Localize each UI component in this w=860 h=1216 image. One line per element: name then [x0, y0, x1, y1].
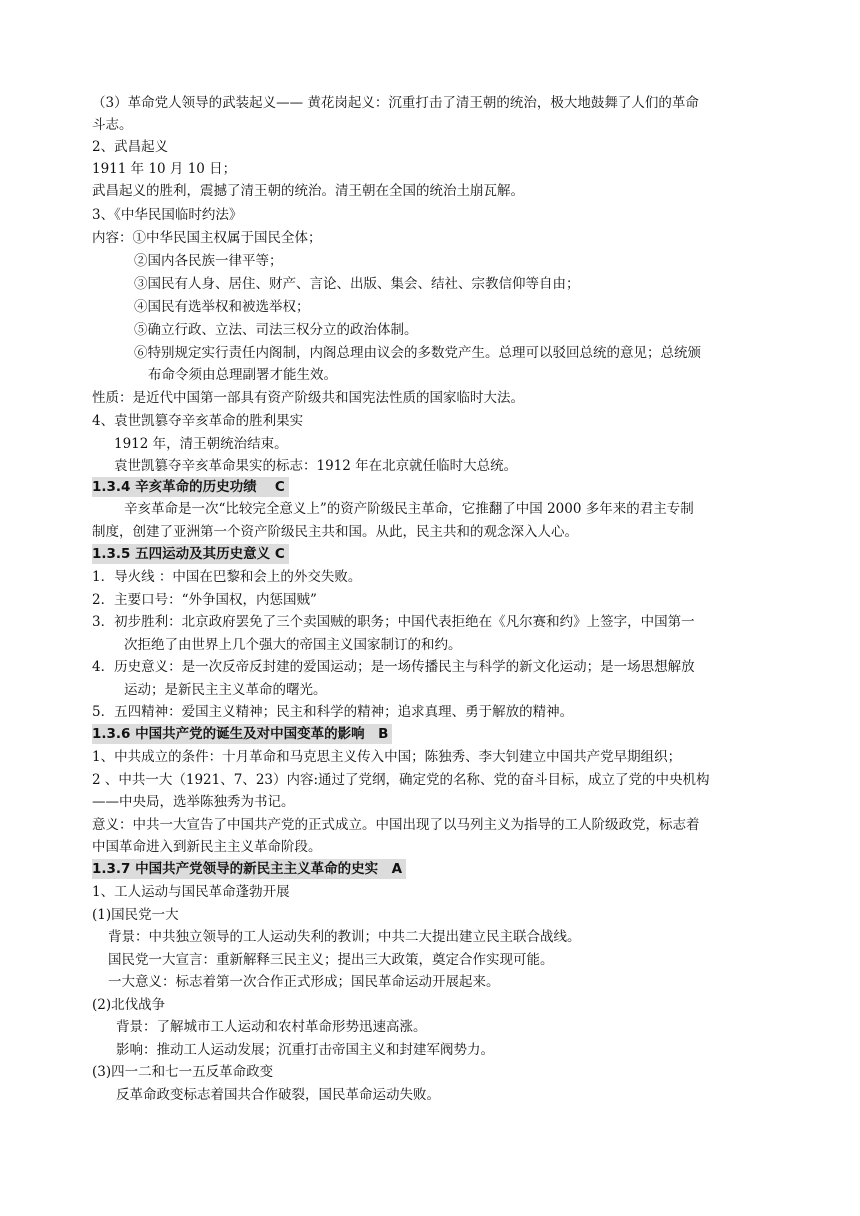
text-line: （3）革命党人领导的武装起义—— 黄花岗起义：沉重打击了清王朝的统治，极大地鼓舞了人们的革命	[92, 95, 699, 111]
list-item: 1．导火线 ：中国在巴黎和会上的外交失败。	[92, 569, 362, 585]
section-heading-highlighted: 1.3.4 辛亥革命的历史功绩 C	[92, 477, 289, 497]
text-line: 国民党一大宣言：重新解释三民主义；提出三大政策，奠定合作实现可能。	[108, 952, 554, 968]
text-line: ——中央局，选举陈独秀为书记。	[92, 794, 295, 810]
list-item: 3．初步胜利：北京政府罢免了三个卖国贼的职务；中国代表拒绝在《凡尔赛和约》上签字，中国第一	[92, 614, 695, 630]
text-line: 中国革命进入到新民主主义革命阶段。	[92, 839, 322, 855]
section-heading: 2、武昌起义	[92, 139, 169, 155]
text-line: 意义：中共一大宣告了中国共产党的正式成立。中国出现了以马列主义为指导的工人阶级政党，标志着	[92, 817, 700, 833]
text-line: 武昌起义的胜利，震撼了清王朝的统治。清王朝在全国的统治土崩瓦解。	[92, 183, 524, 199]
text-line: 反革命政变标志着国共合作破裂，国民革命运动失败。	[116, 1087, 440, 1103]
section-heading: 4、袁世凯篡夺辛亥革命的胜利果实	[92, 413, 304, 429]
section-heading: 1、工人运动与国民革命蓬勃开展	[92, 884, 290, 900]
text-line: 一大意义：标志着第一次合作正式形成；国民革命运动开展起来。	[108, 974, 500, 990]
section-heading-highlighted: 1.3.7 中国共产党领导的新民主主义革命的史实 A	[92, 859, 406, 879]
sub-heading: (2)北伐战争	[92, 997, 166, 1013]
list-item: ④国民有选举权和被选举权；	[134, 299, 310, 315]
sub-heading: (3)四一二和七一五反革命政变	[92, 1064, 274, 1080]
text-line: 影响：推动工人运动发展；沉重打击帝国主义和封建军阀势力。	[116, 1042, 494, 1058]
text-line: 辛亥革命是一次“比较完全意义上”的资产阶级民主革命，它推翻了中国 2000 多年来的君主专制	[124, 501, 694, 517]
list-item: ③国民有人身、居住、财产、言论、出版、集会、结社、宗教信仰等自由；	[134, 276, 580, 292]
text-line: 1、中共成立的条件：十月革命和马克思主义传入中国；陈独秀、李大钊建立中国共产党早期组织；	[92, 749, 682, 765]
section-heading: 3、《中华民国临时约法》	[92, 207, 243, 223]
text-line: 性质：是近代中国第一部具有资产阶级共和国宪法性质的国家临时大法。	[92, 390, 524, 406]
text-line: 背景：了解城市工人运动和农村革命形势迅速高涨。	[116, 1019, 427, 1035]
text-line: 2 、中共一大（1921、7、23）内容:通过了党纲，确定党的名称、党的奋斗目标，成立了党的中央机构	[92, 772, 710, 788]
text-line: 袁世凯篡夺辛亥革命果实的标志：1912 年在北京就任临时大总统。	[114, 458, 518, 474]
list-item: ⑥特别规定实行责任内阁制，内阁总理由议会的多数党产生。总理可以驳回总统的意见；总统颁	[134, 345, 701, 361]
text-line: 1911 年 10 月 10 日；	[92, 161, 237, 177]
list-item: ②国内各民族一律平等；	[134, 253, 283, 269]
list-item: 2．主要口号：“外争国权，内惩国贼”	[92, 592, 317, 608]
text-line: 运动；是新民主主义革命的曙光。	[124, 682, 327, 698]
text-line: 背景：中共独立领导的工人运动失利的教训；中共二大提出建立民主联合战线。	[108, 929, 581, 945]
list-item: 5．五四精神：爱国主义精神；民主和科学的精神；追求真理、勇于解放的精神。	[92, 704, 574, 720]
list-item: ⑤确立行政、立法、司法三权分立的政治体制。	[134, 322, 418, 338]
text-line: 斗志。	[92, 117, 133, 133]
sub-heading: (1)国民党一大	[92, 907, 179, 923]
text-line: 次拒绝了由世界上几个强大的帝国主义国家制订的和约。	[124, 637, 462, 653]
text-line: 1912 年，清王朝统治结束。	[114, 436, 288, 452]
list-item: 4．历史意义：是一次反帝反封建的爱国运动；是一场传播民主与科学的新文化运动；是一场思想解放	[92, 659, 695, 675]
text-line: 布命令须由总理副署才能生效。	[148, 367, 337, 383]
text-line: 制度，创建了亚洲第一个资产阶级民主共和国。从此，民主共和的观念深入人心。	[92, 524, 578, 540]
text-line: 内容：①中华民国主权属于国民全体；	[92, 230, 322, 246]
section-heading-highlighted: 1.3.5 五四运动及其历史意义 C	[92, 544, 289, 564]
section-heading-highlighted: 1.3.6 中国共产党的诞生及对中国变革的影响 B	[92, 724, 392, 744]
